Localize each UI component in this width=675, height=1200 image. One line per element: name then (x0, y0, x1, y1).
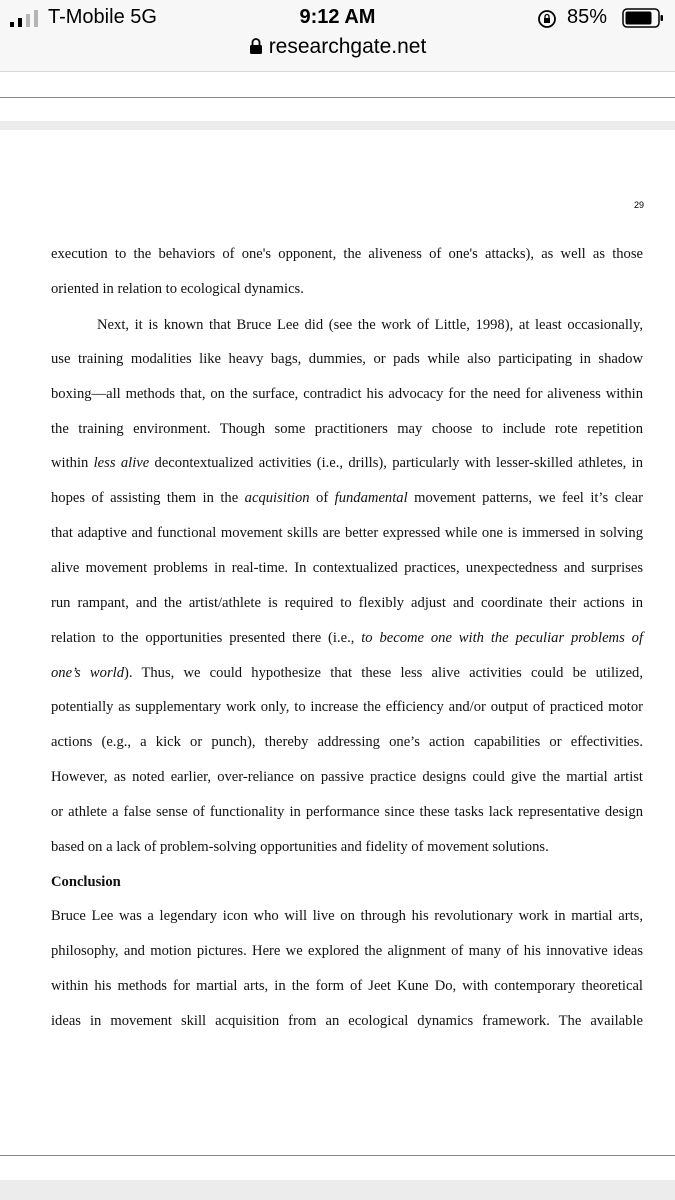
text-line: boxing—all methods that, on the surface, contradict his advocacy for the need for aliveness within (51, 386, 643, 402)
page-separator-band-bottom (0, 1180, 675, 1200)
page-divider-bottom (0, 1155, 675, 1156)
text-line: relation to the opportunities presented there (i.e., to become one with the peculiar problems of (51, 630, 643, 646)
page-number: 29 (634, 200, 645, 210)
page-divider (0, 97, 675, 98)
text-line: oriented in relation to ecological dynamics. (51, 281, 304, 297)
section-heading: Conclusion (51, 874, 121, 890)
address-bar[interactable] (0, 35, 675, 59)
text-line: the training environment. Though some practitioners may choose to include rote repetition (51, 421, 643, 437)
battery-icon (622, 8, 664, 28)
text-line: Bruce Lee was a legendary icon who will live on through his revolutionary work in martial arts, (51, 908, 643, 924)
text-line: ideas in movement skill acquisition from an ecological dynamics framework. The available (51, 1013, 643, 1029)
carrier-label: T-Mobile 5G (48, 6, 157, 28)
text-line: use training modalities like heavy bags, dummies, or pads while also participating in shadow (51, 351, 643, 367)
text-line: one’s world). Thus, we could hypothesize that these less alive activities could be utilized, (51, 665, 643, 681)
text-line: execution to the behaviors of one's opponent, the aliveness of one's attacks), as well as those (51, 246, 643, 262)
battery-percentage: 85% (567, 6, 608, 28)
text-line: Next, it is known that Bruce Lee did (see the work of Little, 1998), at least occasionally, (97, 317, 643, 333)
text-line: within his methods for martial arts, in the form of Jeet Kune Do, with contemporary theoretical (51, 978, 643, 994)
text-line: hopes of assisting them in the acquisition of fundamental movement patterns, we feel it’s clear (51, 490, 643, 506)
page-separator-band (0, 121, 675, 130)
text-line: potentially as supplementary work only, to increase the efficiency and/or output of practiced motor (51, 699, 643, 715)
text-line: However, as noted earlier, over-reliance on passive practice designs could give the martial artist (51, 769, 643, 785)
text-line: run rampant, and the artist/athlete is required to flexibly adjust and coordinate their actions in (51, 595, 643, 611)
text-line: actions (e.g., a kick or punch), thereby addressing one’s action capabilities or effectivities. (51, 734, 643, 750)
text-line: or athlete a false sense of functionality in performance since these tasks lack representative design (51, 804, 643, 820)
text-line: based on a lack of problem-solving opportunities and fidelity of movement solutions. (51, 839, 549, 855)
text-line: alive movement problems in real-time. In contextualized practices, unexpectedness and surprises (51, 560, 643, 576)
lock-icon (249, 37, 263, 55)
orientation-lock-icon (537, 9, 557, 29)
text-line: that adaptive and functional movement skills are better expressed while one is immersed in solving (51, 525, 643, 541)
status-time: 9:12 AM (299, 6, 376, 28)
url-domain: researchgate.net (268, 35, 427, 58)
text-line: philosophy, and motion pictures. Here we explored the alignment of many of his innovative ideas (51, 943, 643, 959)
browser-top-bar (0, 0, 675, 72)
text-line: within less alive decontextualized activities (i.e., drills), particularly with lesser-skilled athletes, in (51, 455, 643, 471)
